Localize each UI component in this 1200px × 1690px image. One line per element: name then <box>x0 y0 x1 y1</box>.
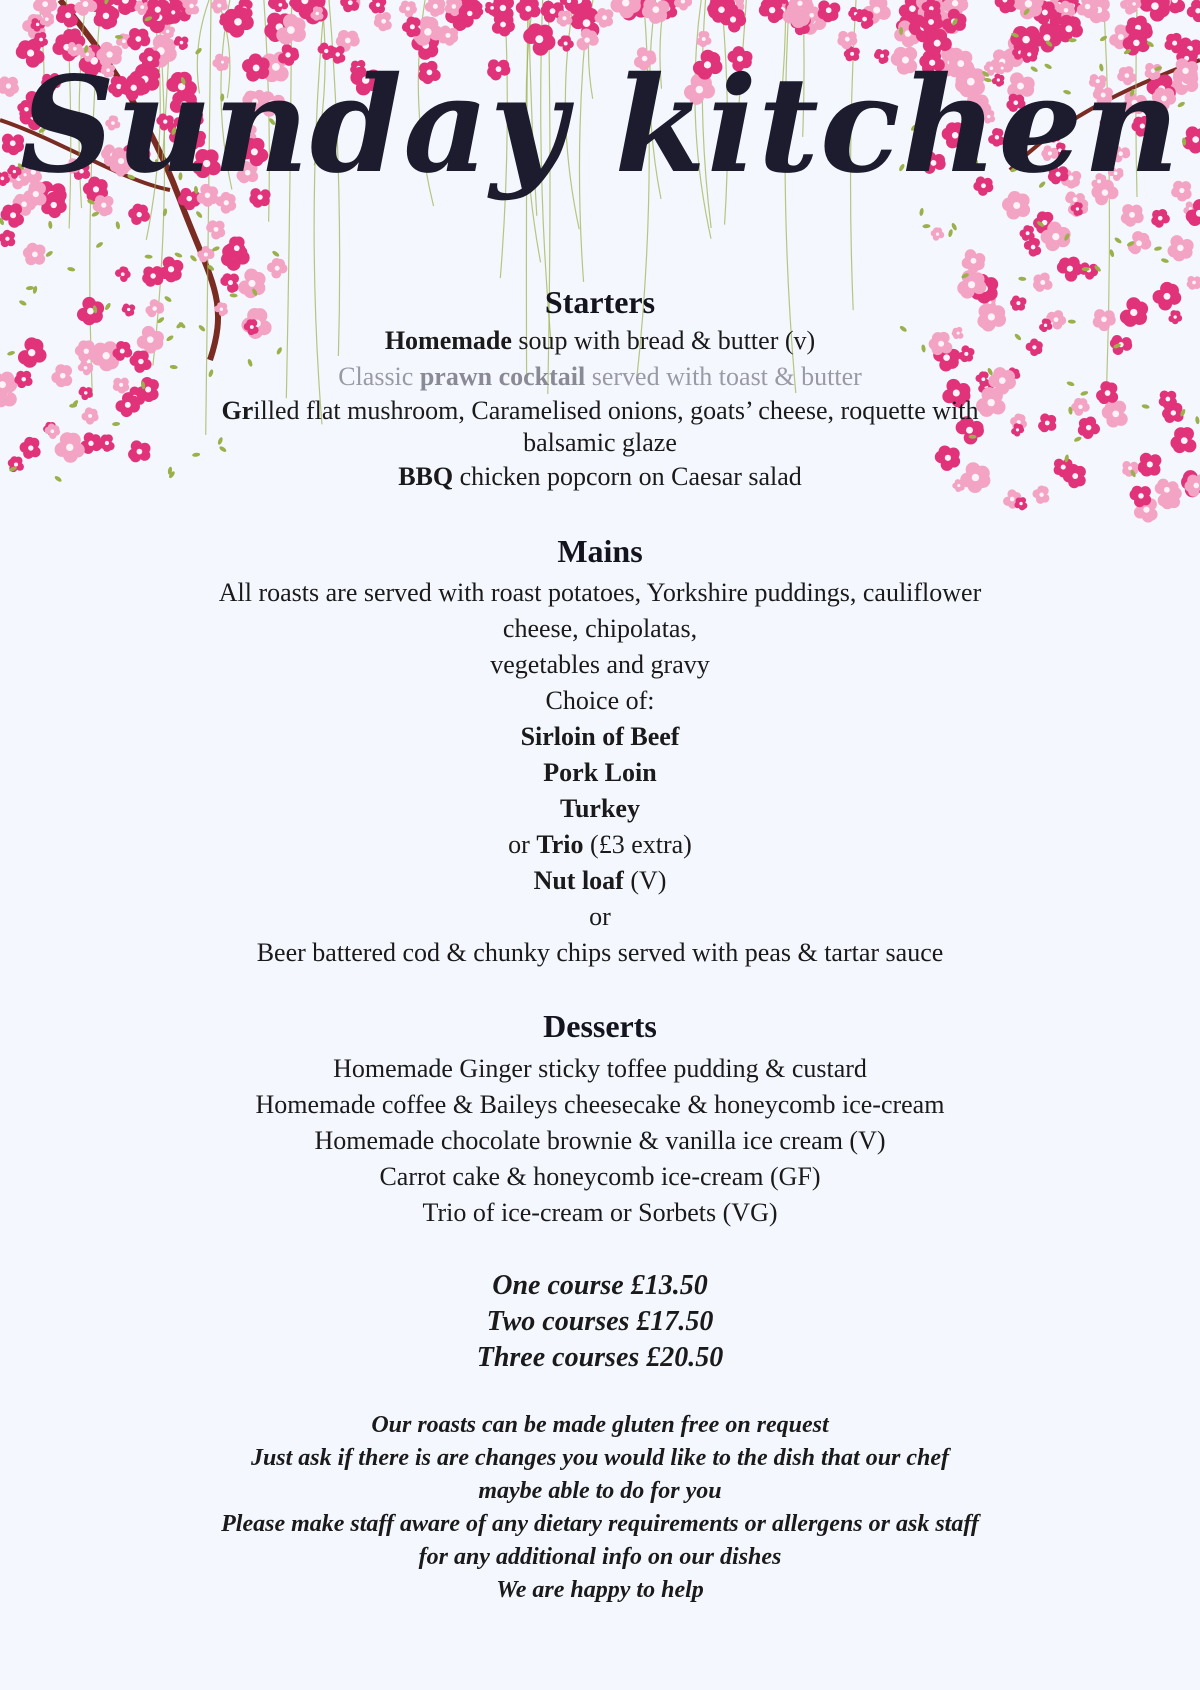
mains-intro-line: vegetables and gravy <box>490 650 710 679</box>
mains-intro-line: cheese, chipolatas, <box>502 614 698 643</box>
mains-nut-loaf: Nut loaf (V) <box>533 866 667 895</box>
starter-item: Grilled flat mushroom, Caramelised onions, goats’ cheese, roquette with <box>221 396 979 425</box>
mains-choice: Pork Loin <box>543 758 657 787</box>
note-line: Just ask if there is are changes you would like to the dish that our chef <box>250 1445 950 1471</box>
desserts-heading: Desserts <box>543 1008 657 1044</box>
dessert-item: Trio of ice-cream or Sorbets (VG) <box>422 1198 778 1227</box>
price-line: Three courses £20.50 <box>476 1342 724 1373</box>
starter-item: Homemade soup with bread & butter (v) <box>384 326 816 355</box>
mains-fish: Beer battered cod & chunky chips served with peas & tartar sauce <box>256 938 944 967</box>
note-line: maybe able to do for you <box>478 1478 722 1504</box>
starter-item: Classic prawn cocktail served with toast & butter <box>338 362 862 391</box>
mains-choice: Turkey <box>560 794 640 823</box>
dessert-item: Homemade chocolate brownie & vanilla ice cream (V) <box>314 1126 886 1155</box>
menu-title: Sunday kitchen <box>19 48 1181 203</box>
dessert-item: Homemade coffee & Baileys cheesecake & honeycomb ice-cream <box>255 1090 945 1119</box>
starter-item: BBQ chicken popcorn on Caesar salad <box>398 462 802 491</box>
mains-trio: or Trio (£3 extra) <box>508 830 692 859</box>
note-line: Our roasts can be made gluten free on request <box>371 1412 829 1438</box>
note-line: Please make staff aware of any dietary requirements or allergens or ask staff <box>221 1511 979 1537</box>
mains-or: or <box>589 902 611 931</box>
note-line: for any additional info on our dishes <box>418 1544 782 1570</box>
starters-heading: Starters <box>544 284 656 320</box>
note-line: We are happy to help <box>496 1577 704 1603</box>
price-line: One course £13.50 <box>492 1270 708 1301</box>
dessert-item: Homemade Ginger sticky toffee pudding & custard <box>333 1054 867 1083</box>
mains-choice: Sirloin of Beef <box>520 722 680 751</box>
price-line: Two courses £17.50 <box>486 1306 714 1337</box>
dessert-item: Carrot cake & honeycomb ice-cream (GF) <box>379 1162 821 1191</box>
mains-choice-label: Choice of: <box>545 686 655 715</box>
starter-item-continued: balsamic glaze <box>523 428 677 457</box>
mains-heading: Mains <box>557 533 643 569</box>
mains-intro-line: All roasts are served with roast potatoes, Yorkshire puddings, cauliflower <box>218 578 982 607</box>
